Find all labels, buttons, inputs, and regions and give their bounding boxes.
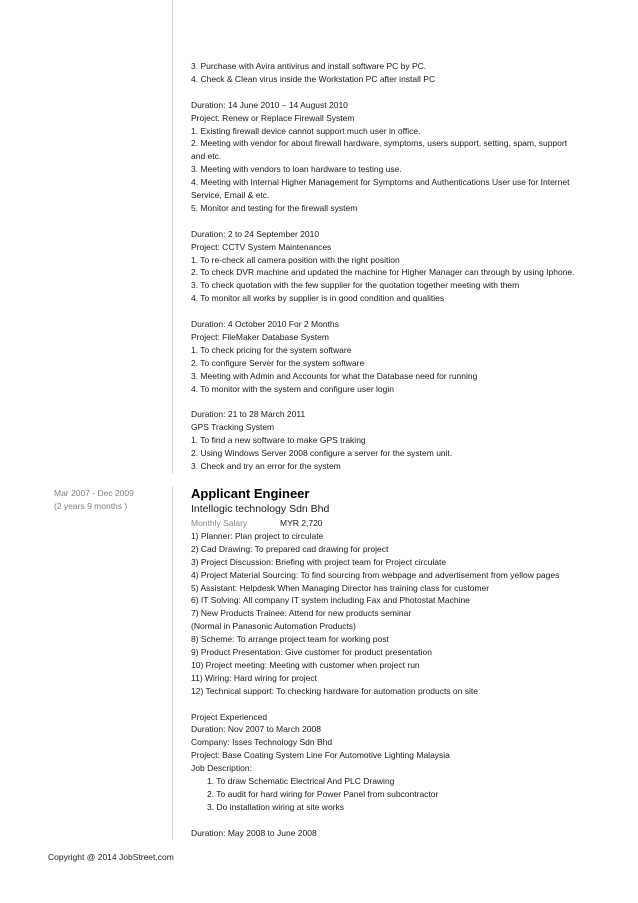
- text-line: 3. To check quotation with the few supplier for the quotation together meeting with them: [191, 280, 520, 291]
- salary-row: [191, 517, 591, 530]
- text-line: 4. To monitor all works by supplier is in good condition and qualities: [191, 293, 445, 304]
- job-length: (2 years 9 months ): [54, 500, 128, 511]
- job-description-item: 3. Do installation wiring at site works: [207, 801, 345, 812]
- text-line: Duration: 21 to 28 March 2011: [191, 409, 306, 420]
- text-line: 2. Using Windows Server 2008 configure a server for the system unit.: [191, 448, 453, 459]
- experience-heading: Project Experienced: [191, 711, 268, 722]
- text-line: 4. Meeting with Internal Higher Management for Symptoms and Authentications User use for Internet: [191, 177, 570, 188]
- duty-item: 11) Wiring: Hard wiring for project: [191, 672, 317, 683]
- duty-item: 4) Project Material Sourcing: To find sourcing from webpage and advertisement from yellow pages: [191, 569, 560, 580]
- text-line: 2. To check DVR machine and updated the machine for Higher Manager can through by using Iphone.: [191, 267, 575, 278]
- text-line: Duration: 4 October 2010 For 2 Months: [191, 319, 339, 330]
- duty-item: 3) Project Discussion: Briefing with project team for Project circulate: [191, 556, 447, 567]
- job-entry: [191, 486, 591, 840]
- duty-item: 5) Assistant: Helpdesk When Managing Director has training class for customer: [191, 582, 490, 593]
- experience-project: Project: Base Coating System Line For Automotive Lighting Malaysia: [191, 750, 450, 761]
- text-line: 5. Monitor and testing for the firewall system: [191, 202, 358, 213]
- job-description-label: Job Description:: [191, 763, 252, 774]
- text-line: 1. To find a new software to make GPS traking: [191, 435, 366, 446]
- column-divider-top: [172, 0, 173, 474]
- text-line: Project: Renew or Replace Firewall System: [191, 112, 355, 123]
- text-line: 2. Meeting with vendor for about firewall hardware, symptoms, users support, setting, spam, support: [191, 138, 568, 149]
- experience-duration: Duration: Nov 2007 to March 2008: [191, 724, 321, 735]
- job-period: Mar 2007 - Dec 2009: [54, 488, 134, 498]
- text-line: Project: FileMaker Database System: [191, 331, 329, 342]
- duty-item: 10) Project meeting: Meeting with customer when project run: [191, 659, 420, 670]
- text-line: Project: CCTV System Maintenances: [191, 241, 332, 252]
- text-line: Duration: 14 June 2010 – 14 August 2010: [191, 99, 348, 110]
- text-line: Service, Email & etc.: [191, 190, 270, 201]
- text-line: 3. Meeting with Admin and Accounts for what the Database need for running: [191, 370, 478, 381]
- text-line: 4. To monitor with the system and configure user login: [191, 383, 395, 394]
- job-title: Applicant Engineer: [191, 486, 310, 501]
- column-divider-bottom: [172, 486, 173, 840]
- text-line: and etc.: [191, 151, 222, 162]
- duty-item: 12) Technical support: To checking hardware for automation products on site: [191, 685, 478, 696]
- duty-item: 6) IT Solving: All company IT system including Fax and Photostat Machine: [191, 595, 470, 606]
- salary-value: MYR 2,720: [280, 518, 323, 528]
- duty-item: 2) Cad Drawing: To prepared cad drawing for project: [191, 543, 389, 554]
- duty-item: 9) Product Presentation: Give customer for product presentation: [191, 647, 432, 658]
- text-line: 3. Purchase with Avira antivirus and install software PC by PC.: [191, 61, 427, 71]
- text-line: 4. Check & Clean virus inside the Workstation PC after install PC: [191, 73, 436, 84]
- text-line: 2. To configure Server for the system software: [191, 357, 365, 368]
- text-line: 1. Existing firewall device cannot support much user in office.: [191, 125, 421, 136]
- text-line: 3. Check and try an error for the system: [191, 461, 341, 472]
- job-period-sidebar: [54, 487, 134, 513]
- job-description-item: 2. To audit for hard wiring for Power Panel from subcontractor: [207, 789, 439, 800]
- salary-label: Monthly Salary: [191, 518, 248, 528]
- top-project-block: [191, 60, 591, 473]
- text-line: 3. Meeting with vendors to loan hardware to testing use.: [191, 164, 402, 175]
- copyright-footer: Copyright @ 2014 JobStreet.com: [48, 852, 174, 862]
- duty-item: 1) Planner: Plan project to circulate: [191, 530, 324, 541]
- company-name: Intellogic technology Sdn Bhd: [191, 503, 330, 515]
- last-duration: Duration: May 2008 to June 2008: [191, 827, 317, 838]
- text-line: Duration: 2 to 24 September 2010: [191, 228, 320, 239]
- duty-item: 8) Scheme: To arrange project team for working post: [191, 634, 389, 645]
- experience-company: Company: Isses Technology Sdn Bhd: [191, 737, 333, 748]
- duty-item: (Normal in Panasonic Automation Products): [191, 621, 356, 632]
- text-line: 1. To check pricing for the system software: [191, 344, 352, 355]
- duty-item: 7) New Products Trainee: Attend for new products seminar: [191, 608, 412, 619]
- text-line: GPS Tracking System: [191, 422, 275, 433]
- job-description-item: 1. To draw Schematic Electrical And PLC Drawing: [207, 776, 395, 787]
- text-line: 1. To re-check all camera position with the right position: [191, 254, 400, 265]
